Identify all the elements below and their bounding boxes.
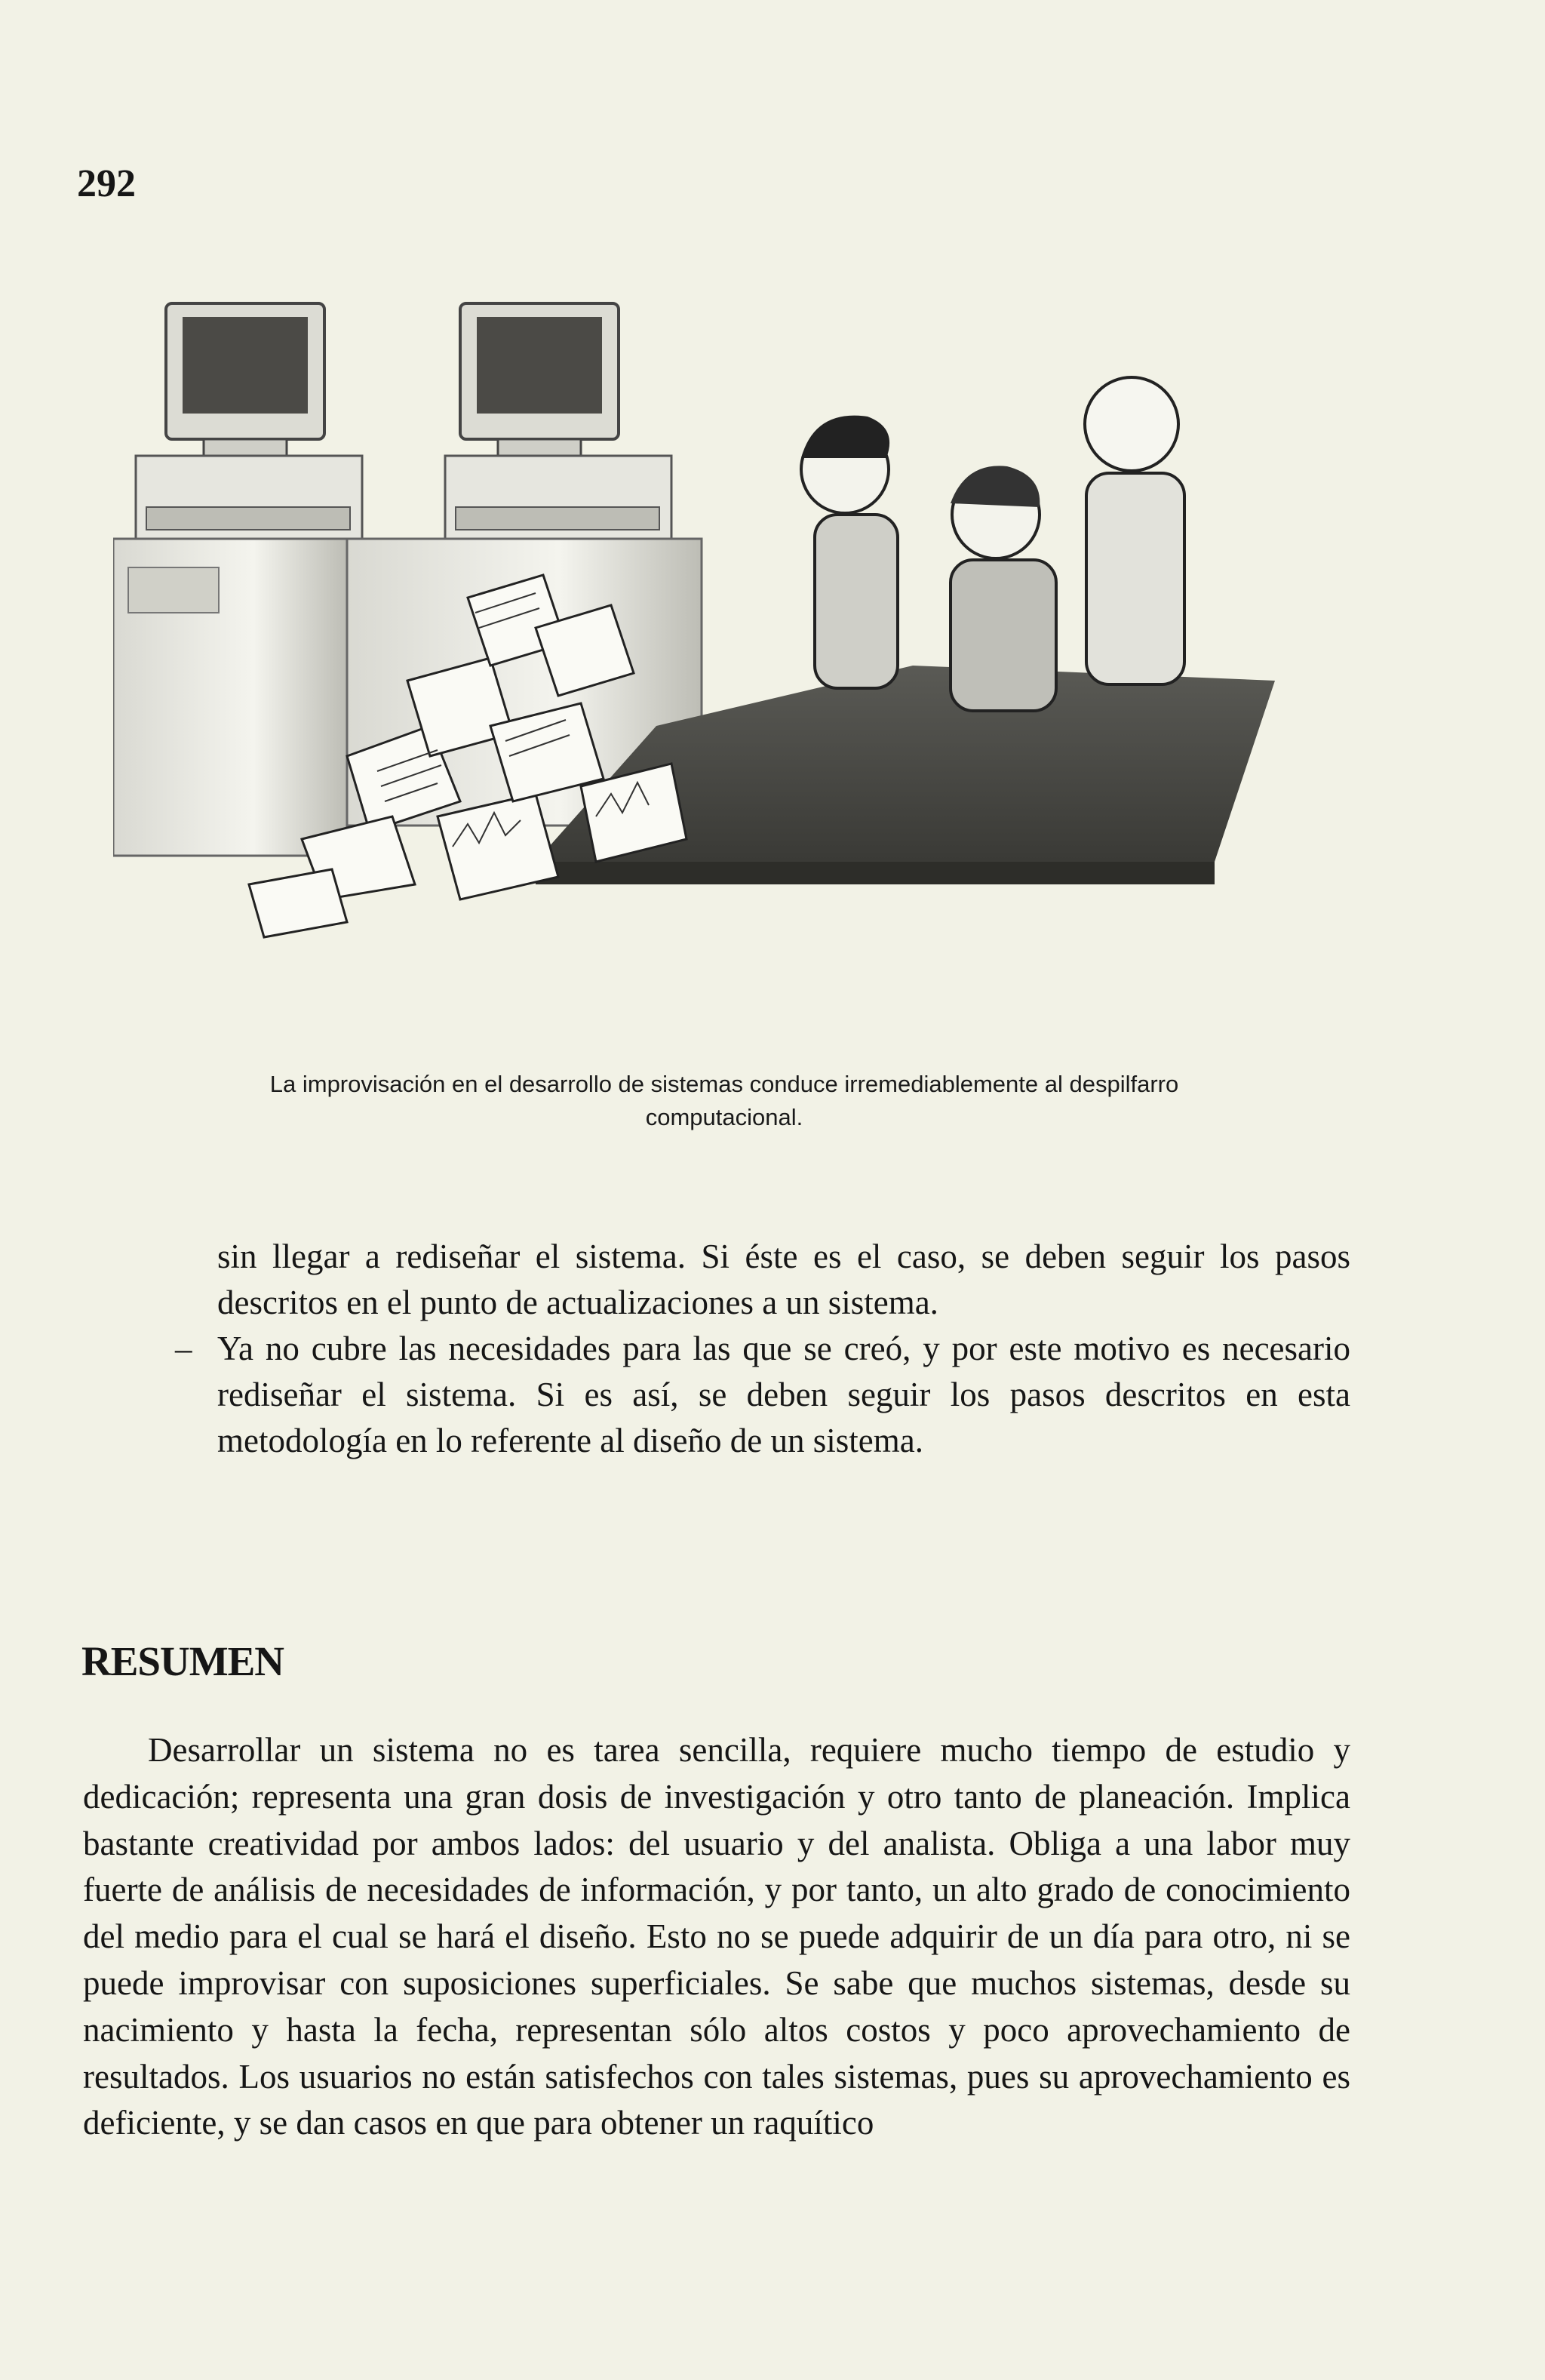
section-heading: RESUMEN xyxy=(81,1638,284,1684)
analyst-right xyxy=(1085,377,1184,684)
list-item-text: Ya no cubre las necesidades para las que se creó, y por este motivo es necesario rediseñar el sistema. Si es así, se deben seguir los pasos descritos en esta metodología en lo referente al diseño de un sistema. xyxy=(217,1330,1350,1459)
summary-paragraph: Desarrollar un sistema no es tarea sencilla, requiere mucho tiempo de estudio y dedicación; representa una gran dosis de investigación y otro tanto de planeación. Implica bastante creatividad por ambos lados: del usuario y del analista. Obliga a una labor muy fuerte de análisis de necesidades de información, y por tanto, un alto grado de conocimiento del medio para el cual se hará el diseño. Esto no se puede adquirir de un día para otro, ni se puede improvisar con suposiciones superficiales. Se sabe que muchos sistemas, desde su nacimiento y hasta la fecha, representan sólo altos costos y poco aprovechamiento de resultados. Los usuarios no están satisfechos con tales sistemas, pues su aprovechamiento es deficiente, y se dan casos en que para obtener un raquítico xyxy=(83,1731,1350,2142)
cartoon-illustration xyxy=(113,288,1275,952)
caption-line-2: computacional. xyxy=(645,1104,803,1130)
page-number: 292 xyxy=(77,162,136,205)
list-dash: – xyxy=(175,1330,192,1367)
analyst-left xyxy=(801,416,898,688)
analyst-center xyxy=(951,466,1056,711)
list-item xyxy=(175,1326,1350,1464)
caption-line-1: La improvisación en el desarrollo de sistemas conduce irremediablemente al despilfarro xyxy=(269,1071,1179,1097)
list-item-continuation: sin llegar a rediseñar el sistema. Si éste es el caso, se deben seguir los pasos descritos en el punto de actualizaciones a un sistema. xyxy=(217,1238,1350,1321)
figure-caption xyxy=(91,1068,1358,1134)
list-block xyxy=(175,1234,1350,1464)
computer-left xyxy=(113,303,362,856)
